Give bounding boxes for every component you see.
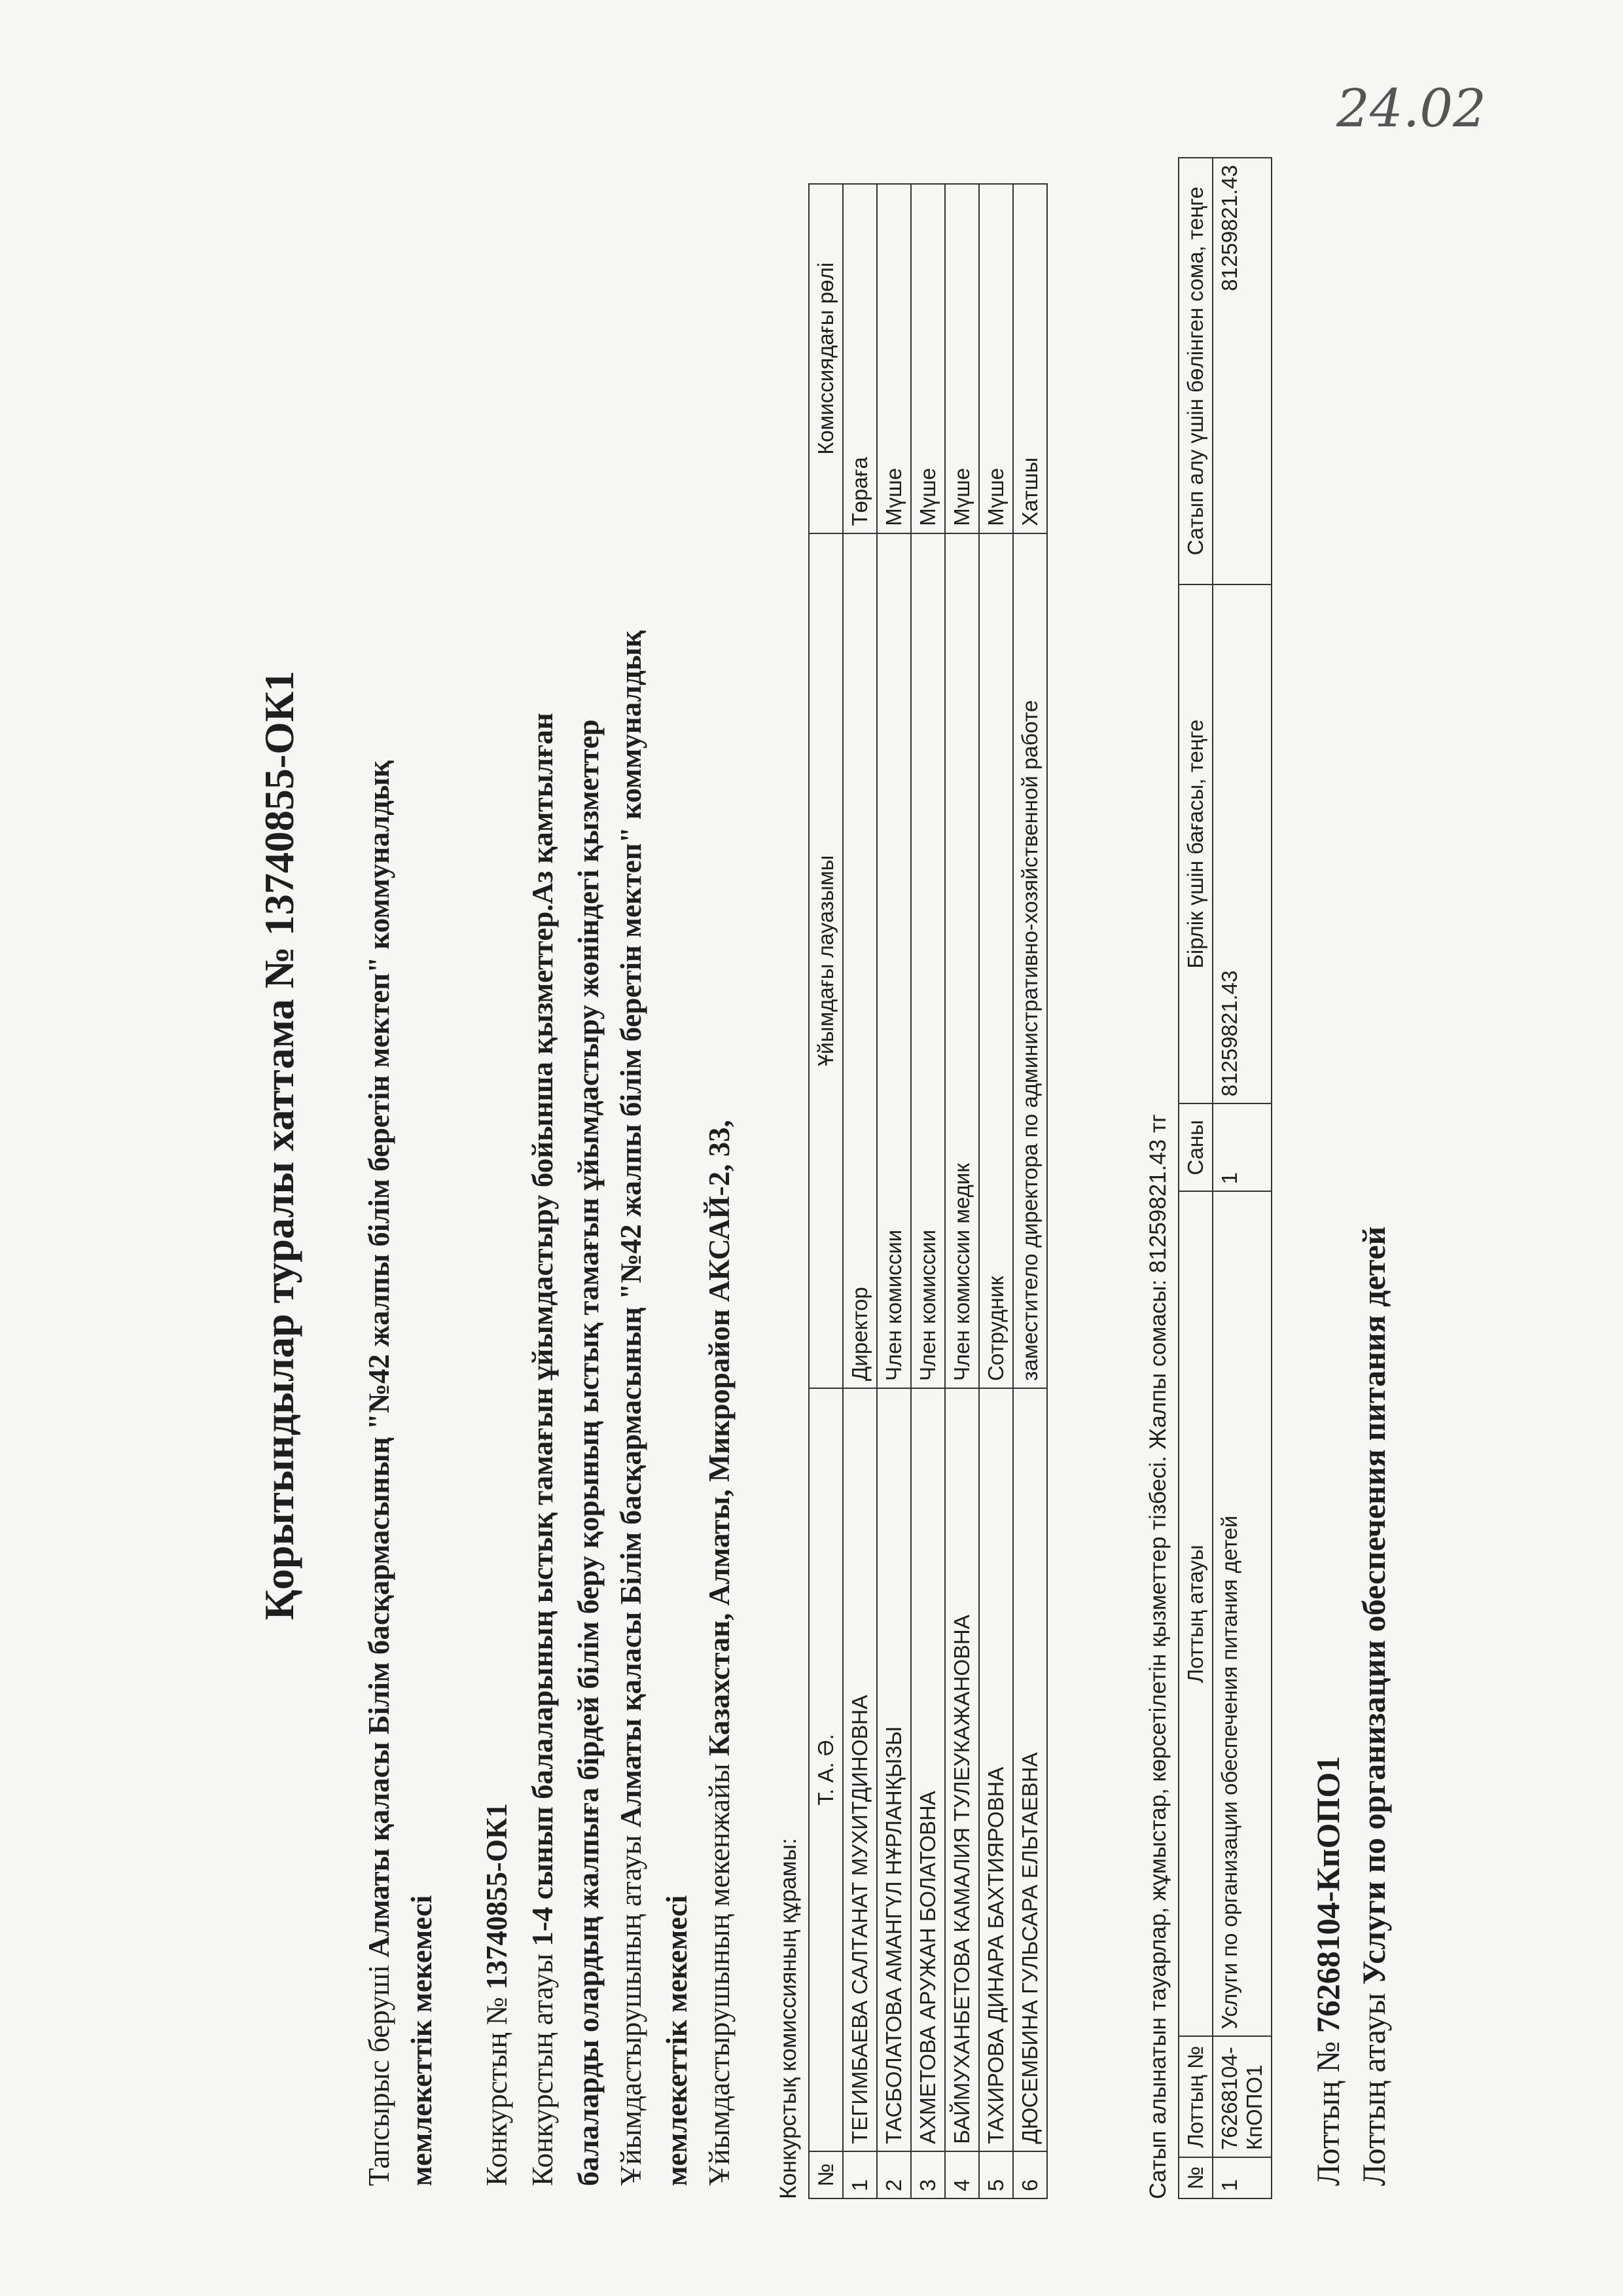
table-row: [911, 184, 945, 2198]
col-header: Саны: [1179, 1103, 1213, 1191]
commission-header-row: [809, 184, 843, 2198]
customer-value: Алматы қаласы Білім басқармасының "№42 жалпы білім беретін мектеп" коммуналдық: [363, 760, 395, 1958]
cell-n: 1: [1213, 2157, 1272, 2198]
lot-number-label: Лоттың №: [1310, 2041, 1346, 2186]
col-header: №: [809, 2151, 843, 2198]
cell-position: Член комиссии: [911, 533, 945, 1388]
cell-position: Директор: [843, 533, 877, 1388]
contest-name-label: Конкурстың атауы: [526, 1953, 559, 2186]
cell-role: Төраға: [843, 184, 877, 533]
customer-label: Тапсырыс беруші: [363, 1965, 395, 2186]
commission-table: [808, 183, 1048, 2199]
contest-name: [524, 713, 562, 2186]
cell-position: Член комиссии медик: [945, 533, 979, 1388]
cell-role: Хатшы: [1013, 184, 1047, 533]
goods-table: [1178, 157, 1272, 2199]
cell-role: Мүше: [911, 184, 945, 533]
organizer-value: Алматы қаласы Білім басқармасының "№42 жалпы білім беретін мектеп" коммуналдық: [615, 630, 647, 1828]
cell-position: Член комиссии: [877, 533, 911, 1388]
col-header: Сатып алу үшін бөлінген сома, теңге: [1179, 158, 1213, 584]
address-value: Казахстан, Алматы, Микрорайон АКСАЙ-2, 33,: [703, 1120, 736, 1757]
cell-lot: 76268104-КпОПО1: [1213, 2036, 1272, 2157]
cell-lot-name: Услуги по организации обеспечения питания детей: [1213, 1191, 1272, 2036]
customer-line: [360, 761, 398, 2186]
col-header: Лоттың атауы: [1179, 1191, 1213, 2036]
contest-number: [478, 1803, 516, 2186]
cell-qty: 1: [1213, 1103, 1272, 1191]
col-header: Комиссиядағы рөлі: [809, 184, 843, 533]
cell-role: Мүше: [979, 184, 1013, 533]
col-header: №: [1179, 2157, 1213, 2198]
handwritten-note: 24.02: [1336, 77, 1487, 139]
cell-name: АХМЕТОВА АРУЖАН БОЛАТОВНА: [911, 1388, 945, 2151]
lot-number-value: 76268104-КпОПО1: [1310, 1755, 1346, 2034]
col-header: Бірлік үшін бағасы, теңге: [1179, 584, 1213, 1104]
cell-n: 6: [1013, 2151, 1047, 2198]
cell-role: Мүше: [877, 184, 911, 533]
contest-number-label: Конкурстың №: [480, 1997, 513, 2186]
col-header: Лоттың №: [1179, 2036, 1213, 2157]
page-title: Қорытындылар туралы хаттама № 13740855-ОК1: [256, 670, 302, 1621]
table-row: [877, 184, 911, 2198]
goods-header-row: [1179, 158, 1213, 2198]
cell-name: БАЙМУХАНБЕТОВА КАМАЛИЯ ТУЛЕУКАЖАНОВНА: [945, 1388, 979, 2151]
cell-n: 3: [911, 2151, 945, 2198]
table-row: [1213, 158, 1272, 2198]
commission-caption: Конкурстық комиссияның құрамы:: [776, 1838, 801, 2199]
cell-name: ДЮСЕМБИНА ГУЛЬСАРА ЕЛЬТАЕВНА: [1013, 1388, 1047, 2151]
table-row: [979, 184, 1013, 2198]
cell-position: заместитело директора по административно-хозяйственной работе: [1013, 533, 1047, 1388]
rotated-content: [7, 26, 1487, 2265]
col-header: Т. А. Ә.: [809, 1388, 843, 2151]
address-label: Ұйымдастырушының мекенжайы: [703, 1763, 736, 2186]
cell-name: ТАСБОЛАТОВА АМАНГҮЛ НҰРЛАНҚЫЗЫ: [877, 1388, 911, 2151]
cell-n: 2: [877, 2151, 911, 2198]
cell-n: 1: [843, 2151, 877, 2198]
organizer-label: Ұйымдастырушының атауы: [615, 1835, 647, 2186]
lot-number: [1309, 1756, 1347, 2186]
cell-role: Мүше: [945, 184, 979, 533]
cell-n: 5: [979, 2151, 1013, 2198]
cell-n: 4: [945, 2151, 979, 2198]
contest-number-value: 13740855-ОК1: [480, 1803, 513, 1990]
contest-name-value: 1-4 сынып балаларының ыстық тамағын ұйымдастыру бойынша қызметтер.Аз қамтылған: [526, 713, 559, 1946]
goods-caption: Сатып алынатын тауарлар, жұмыстар, көрсетілетін қызметтер тізбесі. Жалпы сомасы: 81259821.43 тг: [1145, 1114, 1171, 2199]
cell-name: ТЕГИМБАЕВА САЛТАНАТ МУХИТДИНОВНА: [843, 1388, 877, 2151]
organizer: [612, 630, 650, 2186]
organizer-cont: мемлекеттік мекемесі: [660, 1895, 693, 2186]
col-header: Ұйымдағы лауазымы: [809, 533, 843, 1388]
cell-price: 81259821.43: [1213, 584, 1272, 1104]
lot-name-value: Услуги по организации обеспечения питания детей: [1355, 1226, 1392, 1985]
cell-name: ТАХИРОВА ДИНАРА БАХТИЯРОВНА: [979, 1388, 1013, 2151]
table-row: [843, 184, 877, 2198]
lot-name: [1355, 1227, 1393, 2186]
customer-value-cont: мемлекеттік мекемесі: [405, 1895, 438, 2186]
cell-position: Сотрудник: [979, 533, 1013, 1388]
table-row: [945, 184, 979, 2198]
cell-sum: 81259821.43: [1213, 158, 1272, 584]
contest-name-cont: балаларды олардың жалпыға бірдей білім беру қорының ыстық тамағын ұйымдастыру жөніндегі қызметтер: [572, 719, 605, 2186]
lot-name-label: Лоттың атауы: [1355, 1992, 1392, 2186]
table-row: [1013, 184, 1047, 2198]
organizer-address: [700, 1120, 738, 2186]
